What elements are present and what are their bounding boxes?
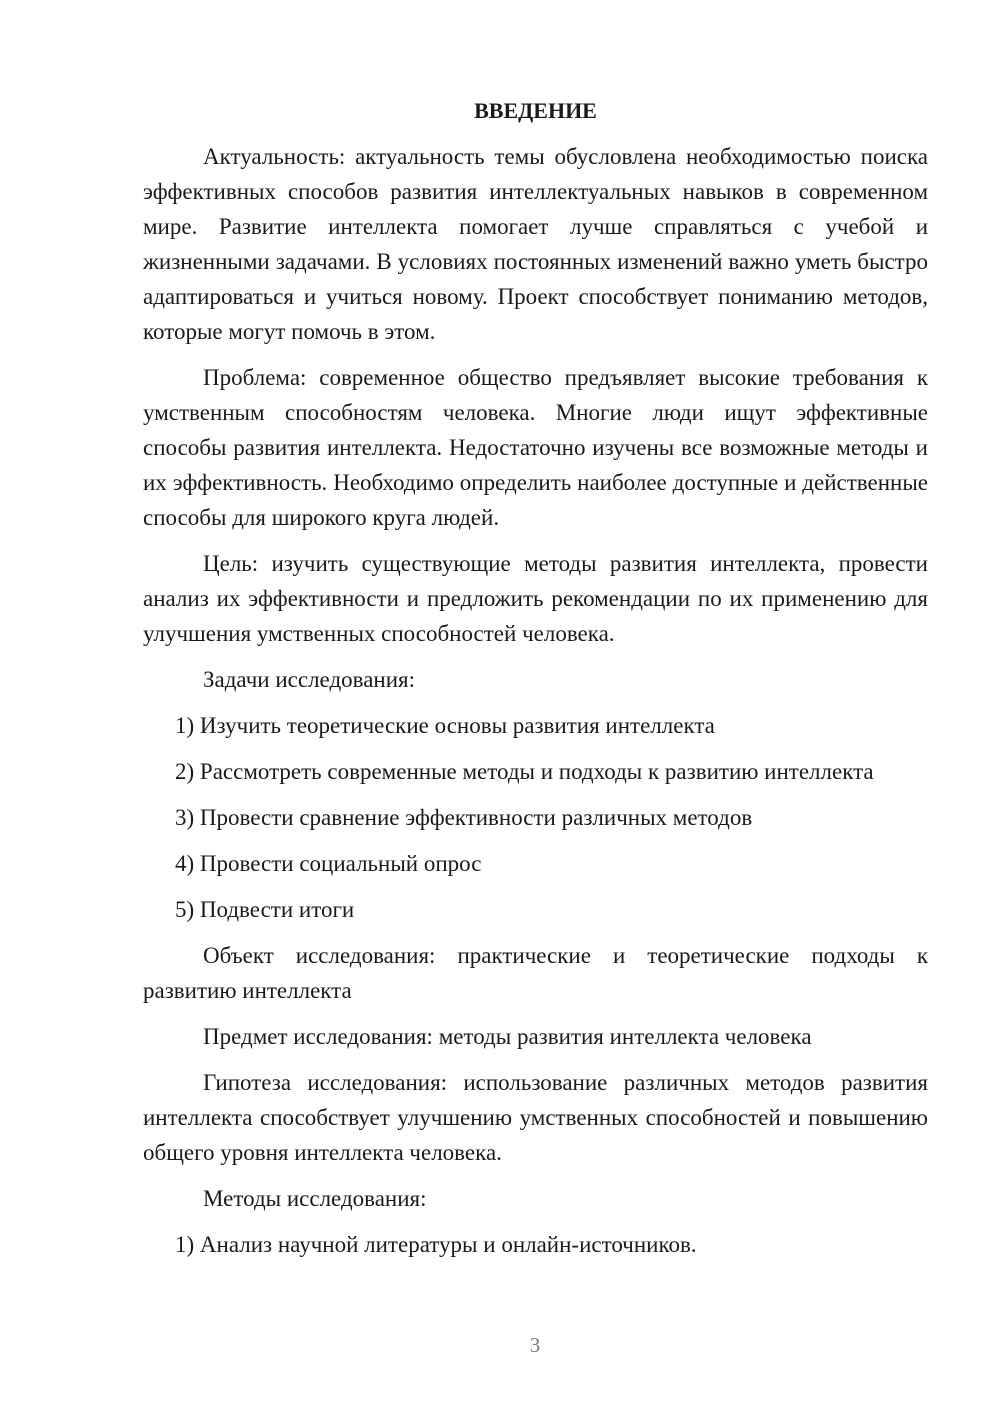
task-item-2: 2) Рассмотреть современные методы и подходы к развитию интеллекта	[175, 759, 874, 784]
task-item-4: 4) Провести социальный опрос	[175, 851, 482, 876]
subject-paragraph: Предмет исследования: методы развития интеллекта человека	[203, 1024, 812, 1049]
methods-heading: Методы исследования:	[203, 1186, 427, 1211]
section-title: ВВЕДЕНИЕ	[474, 98, 597, 123]
page-content	[143, 93, 928, 1273]
method-item-1: 1) Анализ научной литературы и онлайн-источников.	[175, 1232, 697, 1257]
problem-paragraph: Проблема: современное общество предъявляет высокие требования к умственным способностям человека. Многие люди ищут эффективные способы развития интеллекта. Недостаточно изучены все возможные методы и их эффективность. Необходимо определить наиболее доступные и действенные способы для широкого круга людей.	[143, 365, 928, 530]
page-number: 3	[529, 1333, 541, 1357]
goal-paragraph: Цель: изучить существующие методы развития интеллекта, провести анализ их эффективности и предложить рекомендации по их применению для улучшения умственных способностей человека.	[143, 551, 928, 646]
hypothesis-paragraph: Гипотеза исследования: использование различных методов развития интеллекта способствует улучшению умственных способностей и повышению общего уровня интеллекта человека.	[143, 1070, 928, 1165]
object-paragraph: Объект исследования: практические и теоретические подходы к развитию интеллекта	[143, 943, 928, 1003]
task-item-3: 3) Провести сравнение эффективности различных методов	[175, 805, 753, 830]
tasks-heading: Задачи исследования:	[203, 667, 416, 692]
relevance-paragraph: Актуальность: актуальность темы обусловлена необходимостью поиска эффективных способов развития интеллектуальных навыков в современном мире. Развитие интеллекта помогает лучше справляться с учебой и жизненными задачами. В условиях постоянных изменений важно уметь быстро адаптироваться и учиться новому. Проект способствует пониманию методов, которые могут помочь в этом.	[143, 144, 928, 344]
task-item-1: 1) Изучить теоретические основы развития интеллекта	[175, 713, 715, 738]
task-item-5: 5) Подвести итоги	[175, 897, 355, 922]
